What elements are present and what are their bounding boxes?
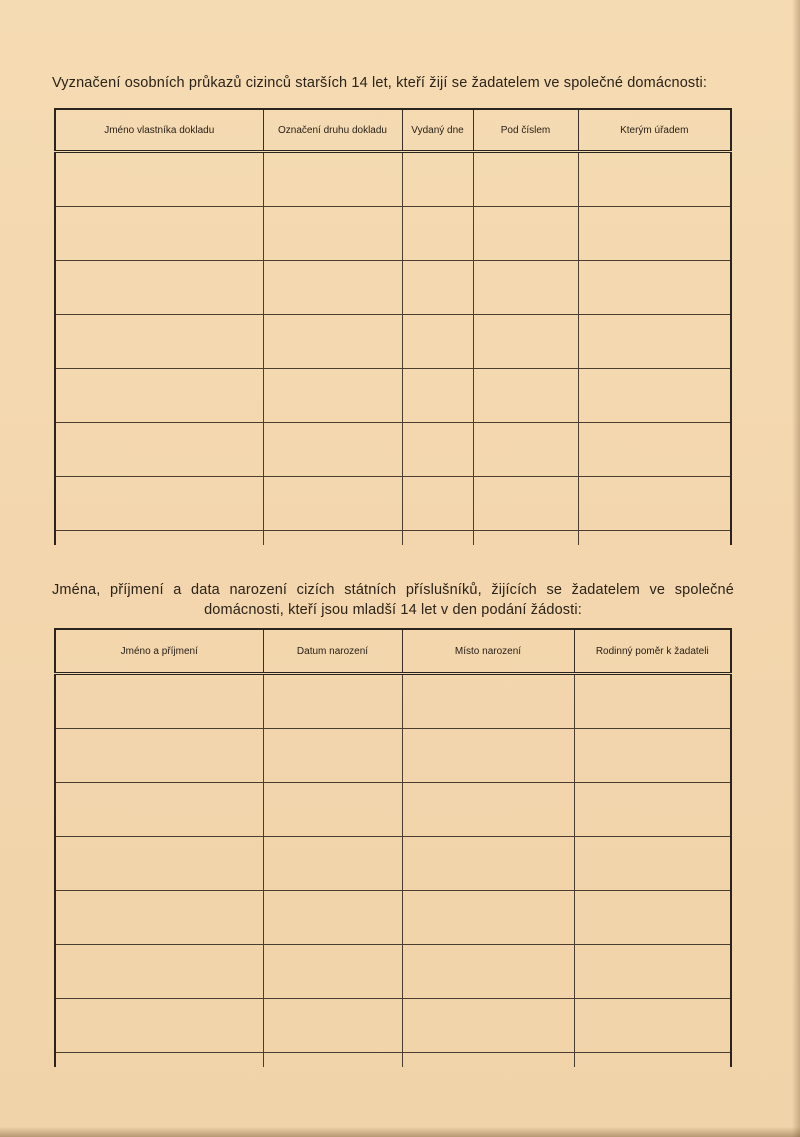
table-header-row (55, 629, 731, 674)
table-row (55, 783, 731, 837)
col-header-issued-date: Vydaný dne (402, 109, 473, 152)
table-row (55, 315, 731, 369)
table-row (55, 423, 731, 477)
fill-in-cell[interactable] (55, 152, 263, 207)
fill-in-cell[interactable] (402, 891, 574, 945)
fill-in-cell[interactable] (263, 423, 402, 477)
fill-in-cell[interactable] (578, 261, 731, 315)
fill-in-cell[interactable] (402, 315, 473, 369)
fill-in-cell[interactable] (263, 207, 402, 261)
table-row (55, 477, 731, 531)
fill-in-cell[interactable] (578, 423, 731, 477)
fill-in-cell[interactable] (263, 369, 402, 423)
fill-in-cell[interactable] (55, 423, 263, 477)
fill-in-cell[interactable] (55, 207, 263, 261)
tail-cell (473, 531, 578, 546)
tail-cell (402, 531, 473, 546)
fill-in-cell[interactable] (473, 152, 578, 207)
fill-in-cell[interactable] (55, 729, 263, 783)
foreigners-id-table (54, 108, 732, 545)
fill-in-cell[interactable] (402, 207, 473, 261)
fill-in-cell[interactable] (263, 315, 402, 369)
fill-in-cell[interactable] (574, 945, 731, 999)
table-tail-row (55, 1053, 731, 1068)
fill-in-cell[interactable] (263, 729, 402, 783)
table-row (55, 261, 731, 315)
fill-in-cell[interactable] (402, 261, 473, 315)
fill-in-cell[interactable] (55, 674, 263, 729)
section1-heading: Vyznačení osobních průkazů cizinců starších 14 let, kteří žijí se žadatelem ve společné domácnosti: (52, 75, 708, 91)
fill-in-cell[interactable] (578, 477, 731, 531)
fill-in-cell[interactable] (473, 423, 578, 477)
fill-in-cell[interactable] (55, 891, 263, 945)
page-edge-shadow-right (792, 0, 800, 1137)
fill-in-cell[interactable] (402, 152, 473, 207)
foreigners-id-table-body (55, 152, 731, 546)
tail-cell (55, 1053, 263, 1068)
col-header-document-type: Označení druhu dokladu (263, 109, 402, 152)
fill-in-cell[interactable] (263, 477, 402, 531)
tail-cell (55, 531, 263, 546)
fill-in-cell[interactable] (402, 369, 473, 423)
fill-in-cell[interactable] (55, 945, 263, 999)
fill-in-cell[interactable] (263, 152, 402, 207)
fill-in-cell[interactable] (263, 945, 402, 999)
fill-in-cell[interactable] (55, 477, 263, 531)
fill-in-cell[interactable] (402, 423, 473, 477)
col-header-relationship: Rodinný poměr k žadateli (574, 629, 731, 674)
fill-in-cell[interactable] (578, 315, 731, 369)
fill-in-cell[interactable] (574, 999, 731, 1053)
tail-cell (578, 531, 731, 546)
fill-in-cell[interactable] (55, 315, 263, 369)
table-row (55, 729, 731, 783)
fill-in-cell[interactable] (402, 783, 574, 837)
fill-in-cell[interactable] (402, 477, 473, 531)
col-header-owner-name: Jméno vlastníka dokladu (55, 109, 263, 152)
section2-heading: Jména, příjmení a data narození cizích státních příslušníků, žijících se žadatelem ve společné domácnosti, kteří jsou mladší 14 let v den podání žádosti: (52, 582, 734, 618)
fill-in-cell[interactable] (473, 369, 578, 423)
fill-in-cell[interactable] (574, 674, 731, 729)
page-edge-shadow-bottom (0, 1127, 800, 1137)
fill-in-cell[interactable] (263, 999, 402, 1053)
fill-in-cell[interactable] (55, 783, 263, 837)
fill-in-cell[interactable] (402, 729, 574, 783)
fill-in-cell[interactable] (578, 152, 731, 207)
fill-in-cell[interactable] (473, 261, 578, 315)
fill-in-cell[interactable] (263, 837, 402, 891)
fill-in-cell[interactable] (473, 315, 578, 369)
tail-cell (263, 531, 402, 546)
table-tail-row (55, 531, 731, 546)
fill-in-cell[interactable] (578, 207, 731, 261)
fill-in-cell[interactable] (402, 999, 574, 1053)
fill-in-cell[interactable] (55, 999, 263, 1053)
fill-in-cell[interactable] (55, 369, 263, 423)
col-header-birth-date: Datum narození (263, 629, 402, 674)
table-row (55, 152, 731, 207)
fill-in-cell[interactable] (402, 945, 574, 999)
col-header-document-number: Pod číslem (473, 109, 578, 152)
fill-in-cell[interactable] (574, 891, 731, 945)
minors-table-body (55, 674, 731, 1068)
table-row (55, 999, 731, 1053)
col-header-full-name: Jméno a příjmení (55, 629, 263, 674)
table-row (55, 945, 731, 999)
minors-table (54, 628, 732, 1067)
fill-in-cell[interactable] (402, 837, 574, 891)
tail-cell (574, 1053, 731, 1068)
fill-in-cell[interactable] (402, 674, 574, 729)
fill-in-cell[interactable] (574, 783, 731, 837)
table-row (55, 207, 731, 261)
table-row (55, 369, 731, 423)
tail-cell (263, 1053, 402, 1068)
fill-in-cell[interactable] (578, 369, 731, 423)
fill-in-cell[interactable] (55, 261, 263, 315)
fill-in-cell[interactable] (263, 261, 402, 315)
col-header-issuing-office: Kterým úřadem (578, 109, 731, 152)
tail-cell (402, 1053, 574, 1068)
fill-in-cell[interactable] (55, 837, 263, 891)
table-header-row (55, 109, 731, 152)
fill-in-cell[interactable] (473, 477, 578, 531)
table-row (55, 891, 731, 945)
table-row (55, 674, 731, 729)
table-row (55, 837, 731, 891)
fill-in-cell[interactable] (473, 207, 578, 261)
fill-in-cell[interactable] (263, 783, 402, 837)
fill-in-cell[interactable] (263, 674, 402, 729)
fill-in-cell[interactable] (574, 729, 731, 783)
fill-in-cell[interactable] (574, 837, 731, 891)
fill-in-cell[interactable] (263, 891, 402, 945)
col-header-birth-place: Místo narození (402, 629, 574, 674)
